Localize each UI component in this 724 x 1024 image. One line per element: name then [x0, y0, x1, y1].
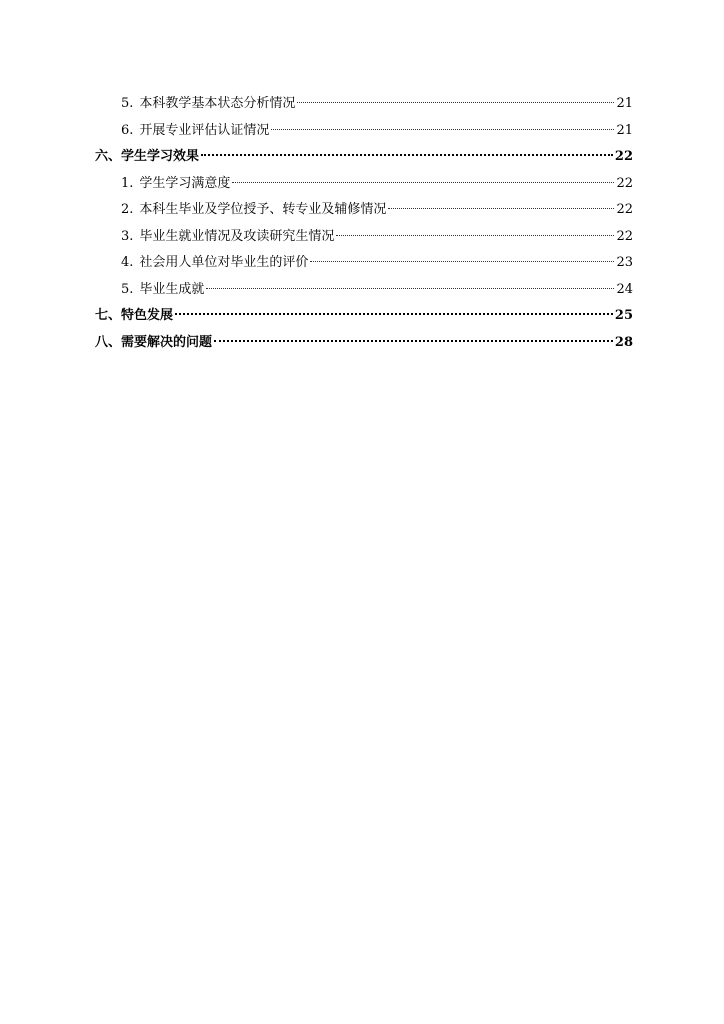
- toc-section-title: 七、特色发展: [95, 308, 174, 323]
- toc-entry-page: 22: [616, 202, 633, 217]
- toc-section-page: 28: [614, 334, 633, 350]
- toc-dot-leader: [388, 208, 614, 209]
- toc-entry-page: 23: [616, 255, 633, 270]
- toc-entry-page: 22: [616, 175, 633, 191]
- toc-entry-4-employer-evaluation[interactable]: [95, 250, 633, 277]
- toc-dot-leader: [297, 102, 614, 103]
- table-of-contents: [95, 91, 633, 356]
- toc-dot-leader: [336, 235, 614, 236]
- toc-entry-page: 21: [616, 96, 633, 111]
- toc-entry-3-employment[interactable]: [95, 224, 633, 251]
- toc-dot-leader: [310, 261, 614, 262]
- toc-dot-leader: [201, 154, 613, 156]
- toc-dot-leader: [232, 182, 614, 183]
- toc-section-page: 25: [614, 308, 633, 323]
- toc-entry-6-accreditation[interactable]: [95, 118, 633, 145]
- toc-dot-leader: [175, 313, 613, 315]
- toc-entry-5-teaching-status[interactable]: [95, 91, 633, 118]
- toc-entry-number: 2.: [121, 202, 134, 217]
- toc-entry-page: 22: [616, 228, 633, 244]
- toc-entry-page: 24: [616, 281, 633, 297]
- toc-entry-2-graduation[interactable]: [95, 197, 633, 224]
- toc-entry-title: 毕业生成就: [139, 281, 205, 297]
- toc-entry-1-satisfaction[interactable]: [95, 171, 633, 198]
- toc-entry-title: 本科生毕业及学位授予、转专业及辅修情况: [139, 202, 387, 217]
- toc-entry-title: 学生学习满意度: [139, 175, 231, 191]
- toc-entry-title: 社会用人单位对毕业生的评价: [139, 255, 309, 270]
- toc-section-distinctive-development[interactable]: [95, 303, 633, 330]
- toc-section-title: 六、学生学习效果: [95, 149, 200, 164]
- toc-entry-title: 毕业生就业情况及攻读研究生情况: [139, 228, 335, 244]
- toc-entry-number: 3.: [121, 228, 134, 244]
- toc-section-title: 八、需要解决的问题: [95, 334, 213, 350]
- toc-dot-leader: [214, 340, 613, 342]
- toc-entry-title: 本科教学基本状态分析情况: [139, 96, 296, 111]
- toc-entry-number: 5.: [121, 281, 134, 297]
- toc-section-learning-outcomes[interactable]: [95, 144, 633, 171]
- toc-dot-leader: [271, 129, 614, 130]
- toc-section-problems-to-solve[interactable]: [95, 330, 633, 357]
- toc-section-page: 22: [614, 149, 633, 164]
- toc-entry-number: 6.: [121, 122, 134, 138]
- toc-entry-number: 1.: [121, 175, 134, 191]
- toc-entry-number: 5.: [121, 96, 134, 111]
- toc-entry-number: 4.: [121, 255, 134, 270]
- toc-entry-page: 21: [616, 122, 633, 138]
- toc-entry-5-graduate-achievements[interactable]: [95, 277, 633, 304]
- toc-dot-leader: [206, 288, 614, 289]
- toc-entry-title: 开展专业评估认证情况: [139, 122, 270, 138]
